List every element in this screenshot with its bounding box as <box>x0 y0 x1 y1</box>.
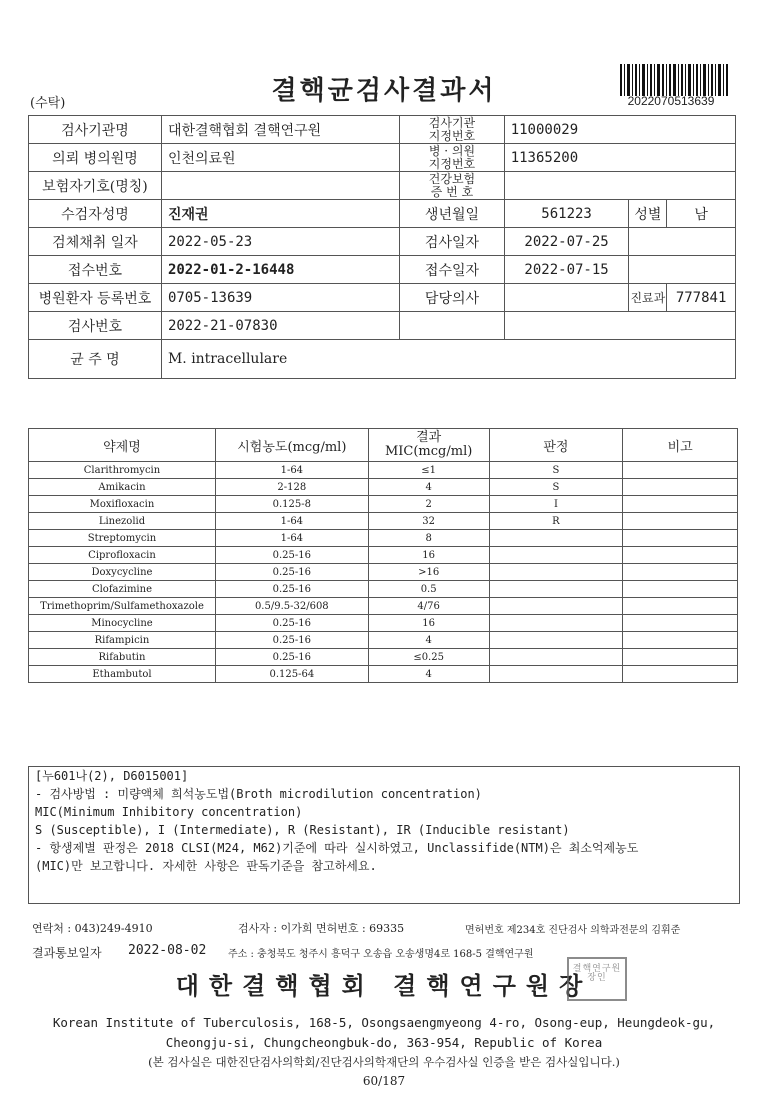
remarks-cell <box>623 479 738 496</box>
drug-name-cell: Minocycline <box>29 615 216 632</box>
note-line: S (Susceptible), I (Intermediate), R (Resistant), IR (Inducible resistant) <box>35 823 570 837</box>
dob-label: 생년월일 <box>400 200 504 228</box>
remarks-cell <box>623 649 738 666</box>
concentration-cell: 2-128 <box>215 479 368 496</box>
institution-label: 검사기관명 <box>29 116 162 144</box>
susceptibility-table <box>28 428 738 683</box>
mic-cell: 2 <box>368 496 489 513</box>
remarks-cell <box>623 615 738 632</box>
department-value: 777841 <box>667 284 736 312</box>
remarks-cell <box>623 530 738 547</box>
mic-cell: 32 <box>368 513 489 530</box>
organism-label: 균 주 명 <box>29 340 162 379</box>
test-date-label: 검사일자 <box>400 228 504 256</box>
concentration-cell: 0.25-16 <box>215 581 368 598</box>
empty-cell <box>504 312 735 340</box>
hospital-code-label: 병 · 의원 지정번호 <box>400 144 504 172</box>
drug-row <box>29 615 738 632</box>
department-label: 진료과 <box>629 284 667 312</box>
drug-row <box>29 530 738 547</box>
drug-row <box>29 462 738 479</box>
test-no-label: 검사번호 <box>29 312 162 340</box>
concentration-cell: 0.25-16 <box>215 615 368 632</box>
drug-row <box>29 564 738 581</box>
test-no-value: 2022-21-07830 <box>161 312 399 340</box>
note-line: [누601나(2), D6015001] <box>35 769 189 783</box>
patient-name-label: 수검자성명 <box>29 200 162 228</box>
drug-row <box>29 513 738 530</box>
institution-value: 대한결핵협회 결핵연구원 <box>161 116 399 144</box>
remarks-cell <box>623 547 738 564</box>
concentration-cell: 0.25-16 <box>215 564 368 581</box>
concentration-cell: 0.25-16 <box>215 632 368 649</box>
drug-name-cell: Rifabutin <box>29 649 216 666</box>
test-date-value: 2022-07-25 <box>504 228 629 256</box>
drug-name-cell: Rifampicin <box>29 632 216 649</box>
english-address-line-1: Korean Institute of Tuberculosis, 168-5, Osongsaengmyeong 4-ro, Osong-eup, Heungdeok-gu, <box>52 1015 716 1030</box>
institution-code-label: 검사기관 지정번호 <box>400 116 504 144</box>
drug-name-cell: Doxycycline <box>29 564 216 581</box>
license-info: 면허번호 제234호 진단검사 의학과전문의 김휘준 <box>465 925 681 936</box>
collection-date-label: 검체채취 일자 <box>29 228 162 256</box>
institution-code-value: 11000029 <box>504 116 735 144</box>
drug-row <box>29 496 738 513</box>
remarks-cell <box>623 598 738 615</box>
drug-name-cell: Amikacin <box>29 479 216 496</box>
drug-name-cell: Streptomycin <box>29 530 216 547</box>
concentration-cell: 0.5/9.5-32/608 <box>215 598 368 615</box>
drug-name-cell: Trimethoprim/Sulfamethoxazole <box>29 598 216 615</box>
note-line: - 항생제별 판정은 2018 CLSI(M24, M62)기준에 따라 실시하였고, Unclassifide(NTM)은 최소억제농도 <box>35 841 639 855</box>
concentration-cell: 0.125-64 <box>215 666 368 683</box>
concentration-cell: 1-64 <box>215 513 368 530</box>
mic-header: 결과 MIC(mcg/ml) <box>368 429 489 462</box>
empty-cell <box>400 312 504 340</box>
mic-cell: 4 <box>368 632 489 649</box>
page-number: 60/187 <box>362 1074 406 1088</box>
insurer-value <box>161 172 399 200</box>
interpretation-header: 판정 <box>489 429 623 462</box>
insurer-label: 보험자기호(명칭) <box>29 172 162 200</box>
concentration-cell: 0.125-8 <box>215 496 368 513</box>
health-insurance-label: 건강보험 증 번 호 <box>400 172 504 200</box>
certification-note: (본 검사실은 대한진단검사의학회/진단검사의학재단의 우수검사실 인증을 받은 검사실입니다.) <box>148 1055 620 1069</box>
hospital-value: 인천의료원 <box>161 144 399 172</box>
concentration-cell: 1-64 <box>215 530 368 547</box>
interpretation-cell <box>489 649 623 666</box>
drug-name-cell: Clarithromycin <box>29 462 216 479</box>
registration-label: 병원환자 등록번호 <box>29 284 162 312</box>
mic-cell: 0.5 <box>368 581 489 598</box>
remarks-cell <box>623 496 738 513</box>
collection-date-value: 2022-05-23 <box>161 228 399 256</box>
health-insurance-value <box>504 172 735 200</box>
official-seal-stamp: 결핵연구원장인 <box>567 957 627 1001</box>
interpretation-cell <box>489 615 623 632</box>
barcode-number: 2022070513639 <box>627 94 715 108</box>
interpretation-cell <box>489 564 623 581</box>
mic-cell: >16 <box>368 564 489 581</box>
drug-row <box>29 598 738 615</box>
mic-cell: 4 <box>368 479 489 496</box>
sex-value: 남 <box>667 200 736 228</box>
copy-label: (수탁) <box>30 96 66 111</box>
doctor-label: 담당의사 <box>400 284 504 312</box>
mic-cell: 8 <box>368 530 489 547</box>
sex-label: 성별 <box>629 200 667 228</box>
receipt-date-label: 접수일자 <box>400 256 504 284</box>
examiner-info: 검사자 : 이가희 면허번호 : 69335 <box>238 922 405 935</box>
contact-info: 연락처 : 043)249-4910 <box>32 922 153 935</box>
concentration-cell: 0.25-16 <box>215 649 368 666</box>
concentration-cell: 0.25-16 <box>215 547 368 564</box>
interpretation-cell: I <box>489 496 623 513</box>
drug-name-cell: Ethambutol <box>29 666 216 683</box>
mic-cell: ≤1 <box>368 462 489 479</box>
remarks-header: 비고 <box>623 429 738 462</box>
drug-name-cell: Linezolid <box>29 513 216 530</box>
notify-date-label: 결과통보일자 <box>32 946 102 960</box>
drug-name-cell: Moxifloxacin <box>29 496 216 513</box>
mic-cell: 16 <box>368 547 489 564</box>
remarks-cell <box>623 513 738 530</box>
document-title: 결핵균검사결과서 <box>271 76 497 106</box>
doctor-value <box>504 284 629 312</box>
interpretation-cell: S <box>489 462 623 479</box>
interpretation-cell <box>489 530 623 547</box>
drug-row <box>29 649 738 666</box>
note-line: (MIC)만 보고합니다. 자세한 사항은 판독기준을 참고하세요. <box>35 859 377 873</box>
remarks-cell <box>623 564 738 581</box>
interpretation-cell <box>489 632 623 649</box>
registration-value: 0705-13639 <box>161 284 399 312</box>
remarks-cell <box>623 581 738 598</box>
note-line: - 검사방법 : 미량액체 희석농도법(Broth microdilution concentration) <box>35 787 482 801</box>
empty-cell <box>629 228 736 256</box>
drug-header: 약제명 <box>29 429 216 462</box>
drug-row <box>29 632 738 649</box>
drug-row <box>29 581 738 598</box>
address: 주소 : 충청북도 청주시 흥덕구 오송읍 오송생명4로 168-5 결핵연구원 <box>228 949 534 960</box>
interpretation-cell <box>489 598 623 615</box>
drug-row <box>29 479 738 496</box>
mic-cell: 4/76 <box>368 598 489 615</box>
patient-name-value: 진재권 <box>161 200 399 228</box>
interpretation-cell: R <box>489 513 623 530</box>
barcode-icon <box>620 64 730 96</box>
receipt-date-value: 2022-07-15 <box>504 256 629 284</box>
interpretation-cell <box>489 666 623 683</box>
remarks-cell <box>623 666 738 683</box>
dob-value: 561223 <box>504 200 629 228</box>
hospital-label: 의뢰 병의원명 <box>29 144 162 172</box>
concentration-cell: 1-64 <box>215 462 368 479</box>
drug-name-cell: Ciprofloxacin <box>29 547 216 564</box>
drug-row <box>29 666 738 683</box>
remarks-cell <box>623 632 738 649</box>
drug-name-cell: Clofazimine <box>29 581 216 598</box>
organism-value: M. intracellulare <box>161 340 735 379</box>
note-line: MIC(Minimum Inhibitory concentration) <box>35 805 303 819</box>
notes-box <box>28 766 740 904</box>
mic-cell: 16 <box>368 615 489 632</box>
mic-cell: ≤0.25 <box>368 649 489 666</box>
remarks-cell <box>623 462 738 479</box>
empty-cell <box>629 256 736 284</box>
drug-row <box>29 547 738 564</box>
concentration-header: 시험농도(mcg/ml) <box>215 429 368 462</box>
receipt-no-label: 접수번호 <box>29 256 162 284</box>
mic-cell: 4 <box>368 666 489 683</box>
hospital-code-value: 11365200 <box>504 144 735 172</box>
interpretation-cell <box>489 581 623 598</box>
english-address-line-2: Cheongju-si, Chungcheongbuk-do, 363-954, Republic of Korea <box>165 1035 603 1050</box>
interpretation-cell: S <box>489 479 623 496</box>
receipt-no-value: 2022-01-2-16448 <box>161 256 399 284</box>
patient-info-table <box>28 115 736 379</box>
notify-date-value: 2022-08-02 <box>128 943 207 958</box>
institute-name: 대한결핵협회 결핵연구원장 <box>175 971 593 1000</box>
interpretation-cell <box>489 547 623 564</box>
